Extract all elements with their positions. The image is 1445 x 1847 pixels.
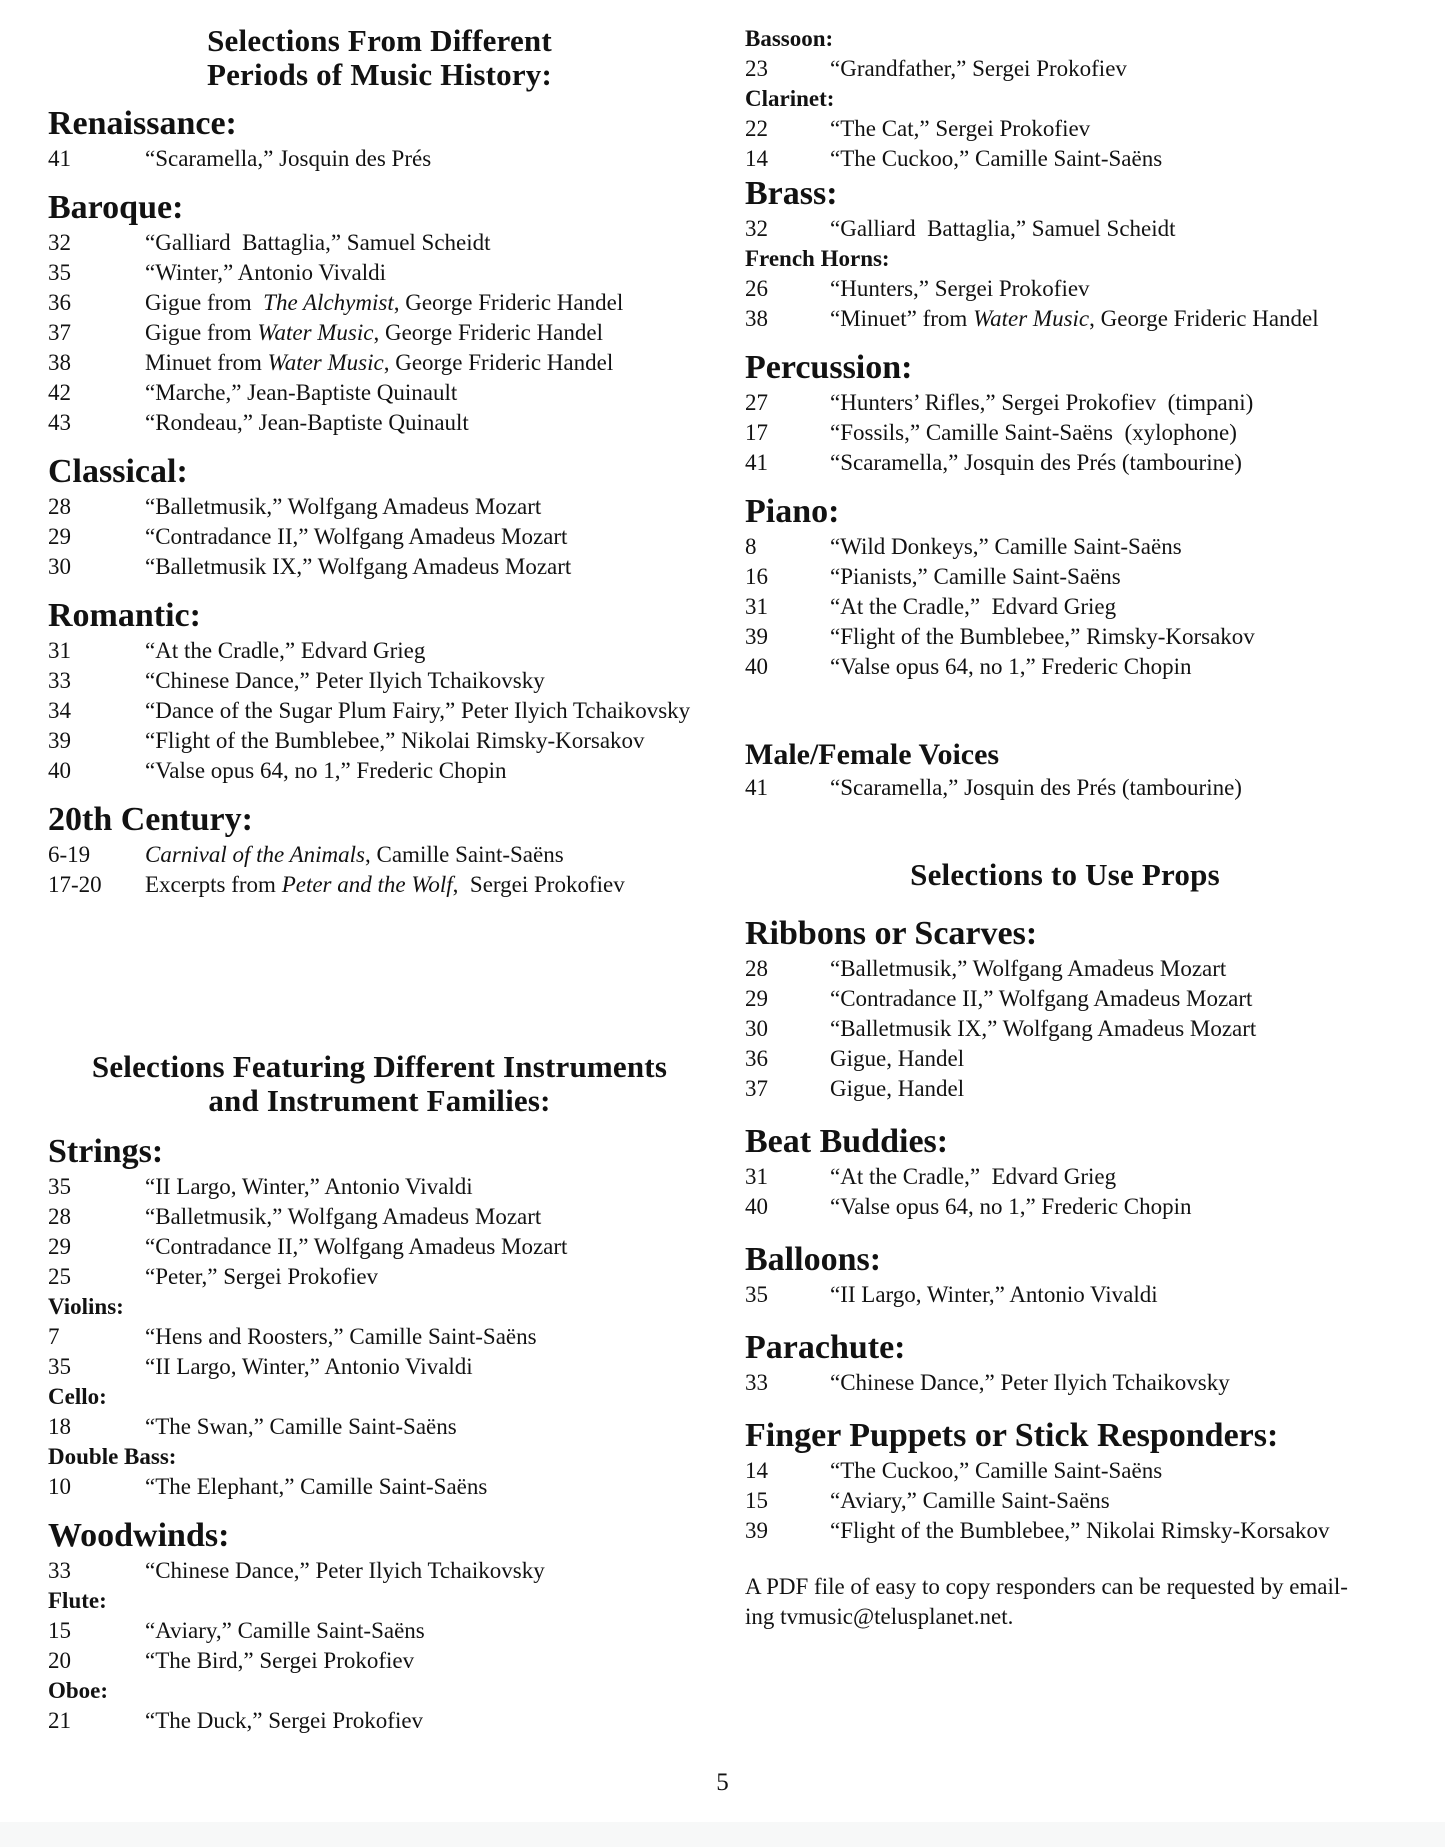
entry-title <box>145 1616 425 1646</box>
entry-title <box>830 773 1242 803</box>
entry-title <box>145 840 564 870</box>
entry-row <box>745 984 1385 1014</box>
spacer <box>48 582 711 596</box>
entry-title <box>830 1516 1330 1546</box>
entry-row <box>745 448 1385 478</box>
entry-row <box>745 592 1385 622</box>
entry-row <box>745 1486 1385 1516</box>
entry-title-segment: “Dance of the Sugar Plum Fairy,” Peter Ilyich Tchaikovsky <box>145 698 691 723</box>
entry-title <box>830 1044 964 1074</box>
entry-number: 36 <box>48 290 71 315</box>
entry-row <box>745 773 1385 803</box>
entry-row <box>48 1202 711 1232</box>
title-line: and Instrument Families: <box>208 1083 551 1118</box>
entry-title-segment: “Hunters,” Sergei Prokofiev <box>830 276 1090 301</box>
entry-row <box>48 666 711 696</box>
entry-title <box>145 1262 378 1292</box>
entry-title-segment: “Winter,” Antonio Vivaldi <box>145 260 386 285</box>
entry-row <box>745 114 1385 144</box>
subsection-heading: Flute: <box>48 1588 107 1613</box>
entry-title-segment: “Wild Donkeys,” Camille Saint-Saëns <box>830 534 1182 559</box>
entry-number: 30 <box>745 1016 768 1041</box>
entry-number: 35 <box>48 260 71 285</box>
entry-title <box>145 348 613 378</box>
entry-number: 35 <box>745 1282 768 1307</box>
entry-row <box>745 1044 1385 1074</box>
entry-number: 8 <box>745 534 757 559</box>
entry-title-segment: “The Cuckoo,” Camille Saint-Saëns <box>830 1458 1163 1483</box>
entry-number: 17-20 <box>48 872 102 897</box>
section-heading: Beat Buddies: <box>745 1123 949 1160</box>
spacer <box>48 1502 711 1516</box>
entry-title <box>830 652 1192 682</box>
entry-row <box>745 144 1385 174</box>
entry-row <box>48 318 711 348</box>
entry-number: 21 <box>48 1708 71 1733</box>
entry-title-segment: “Valse opus 64, no 1,” Frederic Chopin <box>830 1194 1192 1219</box>
entry-title <box>830 54 1127 84</box>
entry-row <box>48 726 711 756</box>
section-heading: Strings: <box>48 1133 164 1170</box>
entry-number: 28 <box>48 494 71 519</box>
entry-title-segment: “Balletmusik,” Wolfgang Amadeus Mozart <box>145 1204 542 1229</box>
entry-number: 35 <box>48 1354 71 1379</box>
entry-title <box>145 408 469 438</box>
entry-title-segment: The Alchymist <box>263 290 394 315</box>
title-line: Selections Featuring Different Instruments <box>91 1049 668 1084</box>
entry-title-segment: “Contradance II,” Wolfgang Amadeus Mozart <box>145 1234 568 1259</box>
entry-number: 37 <box>745 1076 768 1101</box>
spacer <box>745 1222 1385 1240</box>
spacer <box>745 334 1385 348</box>
entry-title-segment: “Flight of the Bumblebee,” Nikolai Rimsky-Korsakov <box>830 1518 1330 1543</box>
entry-number: 28 <box>48 1204 71 1229</box>
spacer <box>745 682 1385 737</box>
entry-row <box>48 348 711 378</box>
subsection-heading: Bassoon: <box>745 26 834 51</box>
entry-title-segment: “Hunters’ Rifles,” Sergei Prokofiev (timpani) <box>830 390 1254 415</box>
entry-number: 34 <box>48 698 71 723</box>
entry-number: 39 <box>745 1518 768 1543</box>
entry-title <box>830 304 1319 334</box>
entry-number: 10 <box>48 1474 71 1499</box>
entry-number: 23 <box>745 56 768 81</box>
entry-row <box>48 840 711 870</box>
entry-title <box>830 1486 1110 1516</box>
entry-title-segment: “II Largo, Winter,” Antonio Vivaldi <box>145 1174 473 1199</box>
section-heading: Baroque: <box>48 189 184 226</box>
entry-title <box>145 1556 545 1586</box>
left-column <box>48 24 711 1736</box>
entry-number: 41 <box>48 146 71 171</box>
entry-number: 40 <box>48 758 71 783</box>
entry-row <box>48 144 711 174</box>
entry-title <box>145 318 603 348</box>
entry-title <box>145 756 507 786</box>
entry-title <box>145 1412 457 1442</box>
spacer <box>48 1118 711 1132</box>
entry-row <box>745 532 1385 562</box>
spacer <box>745 478 1385 492</box>
entry-number: 30 <box>48 554 71 579</box>
entry-row <box>48 1646 711 1676</box>
section-heading: Percussion: <box>745 349 913 386</box>
section-heading: Romantic: <box>48 597 201 634</box>
entry-title-segment: “Contradance II,” Wolfgang Amadeus Mozart <box>145 524 568 549</box>
entry-row <box>745 214 1385 244</box>
entry-number: 31 <box>745 594 768 619</box>
entry-number: 29 <box>48 524 71 549</box>
entry-title-segment: “Grandfather,” Sergei Prokofiev <box>830 56 1127 81</box>
entry-title-segment: “Galliard Battaglia,” Samuel Scheidt <box>830 216 1176 241</box>
column-title <box>48 1050 711 1118</box>
spacer <box>745 1398 1385 1416</box>
subsection-heading: Cello: <box>48 1384 107 1409</box>
entry-title <box>830 448 1242 478</box>
entry-title-segment: “Aviary,” Camille Saint-Saëns <box>830 1488 1110 1513</box>
entry-title <box>145 228 491 258</box>
entry-title-segment: “At the Cradle,” Edvard Grieg <box>830 594 1117 619</box>
spacer <box>745 803 1385 858</box>
entry-row <box>48 1172 711 1202</box>
entry-title <box>145 258 386 288</box>
entry-title-segment: “Scaramella,” Josquin des Prés (tambourine) <box>830 450 1242 475</box>
page-number: 5 <box>716 1769 729 1796</box>
section-heading: Woodwinds: <box>48 1517 230 1554</box>
entry-row <box>745 1014 1385 1044</box>
entry-number: 36 <box>745 1046 768 1071</box>
entry-row <box>48 636 711 666</box>
entry-title <box>145 1172 473 1202</box>
entry-title <box>830 532 1182 562</box>
entry-number: 31 <box>745 1164 768 1189</box>
entry-title-segment: Minuet from <box>145 350 268 375</box>
entry-row <box>48 1706 711 1736</box>
entry-title-segment: “The Duck,” Sergei Prokofiev <box>145 1708 424 1733</box>
entry-title-segment: Gigue, Handel <box>830 1046 965 1071</box>
entry-title-segment: “II Largo, Winter,” Antonio Vivaldi <box>830 1282 1158 1307</box>
entry-title-segment: , George Frideric Handel <box>393 290 624 315</box>
entry-title-segment: , Camille Saint-Saëns <box>365 842 564 867</box>
entry-title <box>830 954 1226 984</box>
entry-title <box>145 1472 487 1502</box>
entry-number: 6-19 <box>48 842 91 867</box>
section-heading: Classical: <box>48 453 188 490</box>
entry-title <box>830 1162 1116 1192</box>
entry-title-segment: “The Bird,” Sergei Prokofiev <box>145 1648 415 1673</box>
entry-number: 14 <box>745 1458 768 1483</box>
entry-row <box>48 870 711 900</box>
entry-title-segment: “At the Cradle,” Edvard Grieg <box>830 1164 1117 1189</box>
entry-row <box>745 562 1385 592</box>
entry-title <box>830 1014 1256 1044</box>
entry-title-segment: Water Music <box>267 350 384 375</box>
footer-strip <box>0 1822 1445 1847</box>
entry-title <box>830 562 1121 592</box>
entry-number: 7 <box>48 1324 60 1349</box>
entry-title <box>830 1280 1158 1310</box>
entry-title-segment: “Peter,” Sergei Prokofiev <box>145 1264 379 1289</box>
entry-title <box>145 1646 414 1676</box>
entry-title-segment: Water Music <box>973 306 1090 331</box>
note-line: ing tvmusic@telusplanet.net. <box>745 1604 1014 1629</box>
entry-title-segment: “II Largo, Winter,” Antonio Vivaldi <box>145 1354 473 1379</box>
entry-number: 14 <box>745 146 768 171</box>
entry-row <box>48 1232 711 1262</box>
entry-title <box>830 418 1237 448</box>
entry-row <box>745 1456 1385 1486</box>
entry-title-segment: “Balletmusik IX,” Wolfgang Amadeus Mozart <box>830 1016 1257 1041</box>
entry-title-segment: , George Frideric Handel <box>373 320 603 345</box>
section-heading: 20th Century: <box>48 801 253 838</box>
entry-title-segment: “Flight of the Bumblebee,” Rimsky-Korsakov <box>830 624 1255 649</box>
entry-title <box>830 274 1090 304</box>
spacer <box>48 900 711 1050</box>
spacer <box>48 438 711 452</box>
entry-title <box>830 144 1162 174</box>
entry-title-segment: “The Cuckoo,” Camille Saint-Saëns <box>830 146 1163 171</box>
entry-number: 32 <box>745 216 768 241</box>
spacer <box>48 92 711 104</box>
entry-row <box>48 756 711 786</box>
entry-number: 33 <box>48 668 71 693</box>
entry-row <box>745 274 1385 304</box>
subsection-heading: Clarinet: <box>745 86 835 111</box>
entry-title <box>145 552 571 582</box>
section-heading: Piano: <box>745 493 840 530</box>
section-heading: Finger Puppets or Stick Responders: <box>745 1417 1279 1454</box>
entry-title-segment: “At the Cradle,” Edvard Grieg <box>145 638 426 663</box>
entry-title-segment: “Fossils,” Camille Saint-Saëns (xylophone) <box>830 420 1237 445</box>
entry-number: 15 <box>48 1618 71 1643</box>
entry-title <box>145 378 457 408</box>
entry-row <box>48 1556 711 1586</box>
column-title <box>48 24 711 92</box>
entry-title <box>145 1322 537 1352</box>
entry-title-segment: “Hens and Roosters,” Camille Saint-Saëns <box>145 1324 537 1349</box>
entry-number: 33 <box>745 1370 768 1395</box>
entry-title-segment: “Pianists,” Camille Saint-Saëns <box>830 564 1121 589</box>
entry-title-segment: , George Frideric Handel <box>1089 306 1319 331</box>
title-line: Periods of Music History: <box>206 57 553 92</box>
entry-number: 38 <box>745 306 768 331</box>
spacer <box>745 1546 1385 1572</box>
title-line: Selections From Different <box>207 23 552 58</box>
entry-title <box>145 144 431 174</box>
entry-number: 31 <box>48 638 71 663</box>
entry-title <box>145 522 567 552</box>
entry-number: 42 <box>48 380 71 405</box>
entry-row <box>48 378 711 408</box>
entry-number: 28 <box>745 956 768 981</box>
entry-row <box>745 1162 1385 1192</box>
entry-title-segment: , Sergei Prokofiev <box>452 872 625 897</box>
entry-title <box>145 1352 473 1382</box>
entry-number: 18 <box>48 1414 71 1439</box>
entry-row <box>745 622 1385 652</box>
entry-title-segment: , George Frideric Handel <box>383 350 614 375</box>
entry-row <box>745 54 1385 84</box>
spacer <box>48 174 711 188</box>
entry-title <box>145 696 690 726</box>
entry-title-segment: “Aviary,” Camille Saint-Saëns <box>145 1618 425 1643</box>
section-heading: Renaissance: <box>48 105 237 142</box>
entry-title-segment: “Valse opus 64, no 1,” Frederic Chopin <box>145 758 507 783</box>
spacer <box>745 1104 1385 1122</box>
entry-title-segment: “Chinese Dance,” Peter Ilyich Tchaikovsky <box>145 1558 545 1583</box>
entry-title-segment: Gigue from <box>145 290 264 315</box>
subsection-heading: Oboe: <box>48 1678 109 1703</box>
entry-row <box>48 522 711 552</box>
entry-title-segment: Excerpts from <box>145 872 282 897</box>
entry-number: 26 <box>745 276 768 301</box>
entry-number: 35 <box>48 1174 71 1199</box>
entry-number: 20 <box>48 1648 71 1673</box>
entry-row <box>745 1280 1385 1310</box>
entry-title-segment: “Balletmusik,” Wolfgang Amadeus Mozart <box>145 494 542 519</box>
entry-title-segment: “The Swan,” Camille Saint-Saëns <box>145 1414 457 1439</box>
entry-title <box>830 1074 964 1104</box>
entry-row <box>48 1412 711 1442</box>
entry-title-segment: Water Music <box>257 320 374 345</box>
entry-number: 25 <box>48 1264 71 1289</box>
title-line: Selections to Use Props <box>910 857 1220 892</box>
entry-row <box>745 652 1385 682</box>
entry-row <box>745 1192 1385 1222</box>
entry-title <box>830 1456 1162 1486</box>
entry-row <box>745 954 1385 984</box>
entry-number: 43 <box>48 410 71 435</box>
entry-row <box>48 1472 711 1502</box>
entry-title-segment: “Scaramella,” Josquin des Prés <box>145 146 432 171</box>
section-heading: Brass: <box>745 175 838 212</box>
note-paragraph <box>745 1572 1385 1632</box>
entry-number: 39 <box>745 624 768 649</box>
section-heading: Parachute: <box>745 1329 906 1366</box>
entry-title <box>830 388 1253 418</box>
spacer <box>745 1310 1385 1328</box>
entry-row <box>48 258 711 288</box>
entry-number: 15 <box>745 1488 768 1513</box>
entry-number: 33 <box>48 1558 71 1583</box>
entry-title <box>145 870 625 900</box>
entry-row <box>48 552 711 582</box>
entry-row <box>745 418 1385 448</box>
entry-row <box>745 1074 1385 1104</box>
entry-row <box>48 408 711 438</box>
entry-row <box>745 304 1385 334</box>
subsection-heading: Violins: <box>48 1294 124 1319</box>
entry-title <box>145 1706 423 1736</box>
entry-title-segment: “Scaramella,” Josquin des Prés (tambourine) <box>830 775 1242 800</box>
entry-title <box>830 1192 1192 1222</box>
entry-title-segment: Peter and the Wolf <box>281 872 453 897</box>
entry-number: 17 <box>745 420 768 445</box>
entry-title <box>145 726 645 756</box>
entry-title-segment: “Balletmusik IX,” Wolfgang Amadeus Mozart <box>145 554 572 579</box>
entry-title <box>145 1232 567 1262</box>
entry-number: 27 <box>745 390 768 415</box>
entry-row <box>48 1616 711 1646</box>
entry-title <box>145 666 545 696</box>
entry-title <box>145 636 425 666</box>
entry-number: 39 <box>48 728 71 753</box>
entry-title-segment: “Contradance II,” Wolfgang Amadeus Mozart <box>830 986 1253 1011</box>
entry-row <box>48 492 711 522</box>
entry-title-segment: “Galliard Battaglia,” Samuel Scheidt <box>145 230 491 255</box>
section-heading: Ribbons or Scarves: <box>745 915 1038 952</box>
entry-title <box>830 1368 1230 1398</box>
spacer <box>745 892 1385 914</box>
entry-row <box>745 1516 1385 1546</box>
entry-number: 40 <box>745 654 768 679</box>
entry-title-segment: “Valse opus 64, no 1,” Frederic Chopin <box>830 654 1192 679</box>
entry-title <box>830 984 1252 1014</box>
note-line: A PDF file of easy to copy responders can be requested by email- <box>745 1574 1348 1599</box>
entry-title <box>145 288 623 318</box>
subsection-heading: French Horns: <box>745 246 890 271</box>
entry-title <box>830 114 1090 144</box>
entry-title <box>145 492 541 522</box>
section-heading: Balloons: <box>745 1241 882 1278</box>
entry-number: 16 <box>745 564 768 589</box>
entry-number: 38 <box>48 350 71 375</box>
entry-number: 41 <box>745 450 768 475</box>
entry-title-segment: Gigue, Handel <box>830 1076 965 1101</box>
entry-title <box>830 592 1116 622</box>
entry-title-segment: “Chinese Dance,” Peter Ilyich Tchaikovsky <box>830 1370 1230 1395</box>
entry-row <box>48 1262 711 1292</box>
entry-title-segment: “Minuet” from <box>830 306 974 331</box>
entry-number: 41 <box>745 775 768 800</box>
entry-title-segment: Carnival of the Animals <box>145 842 365 867</box>
entry-title <box>830 214 1176 244</box>
entry-number: 40 <box>745 1194 768 1219</box>
entry-row <box>48 288 711 318</box>
entry-title-segment: “Marche,” Jean-Baptiste Quinault <box>145 380 458 405</box>
entry-row <box>745 1368 1385 1398</box>
entry-number: 22 <box>745 116 768 141</box>
entry-title-segment: “The Cat,” Sergei Prokofiev <box>830 116 1091 141</box>
entry-number: 32 <box>48 230 71 255</box>
entry-row <box>48 696 711 726</box>
entry-title-segment: “Flight of the Bumblebee,” Nikolai Rimsky-Korsakov <box>145 728 645 753</box>
column-title <box>745 858 1385 892</box>
entry-title-segment: “Chinese Dance,” Peter Ilyich Tchaikovsky <box>145 668 545 693</box>
entry-title-segment: “Rondeau,” Jean-Baptiste Quinault <box>145 410 469 435</box>
entry-title <box>830 622 1255 652</box>
entry-number: 29 <box>745 986 768 1011</box>
entry-row <box>48 1322 711 1352</box>
right-column <box>745 24 1385 1632</box>
entry-title-segment: “Balletmusik,” Wolfgang Amadeus Mozart <box>830 956 1227 981</box>
entry-number: 37 <box>48 320 71 345</box>
spacer <box>48 786 711 800</box>
entry-title <box>145 1202 541 1232</box>
entry-number: 29 <box>48 1234 71 1259</box>
entry-row <box>48 1352 711 1382</box>
entry-title-segment: “The Elephant,” Camille Saint-Saëns <box>145 1474 488 1499</box>
entry-title-segment: Gigue from <box>145 320 258 345</box>
section-heading: Male/Female Voices <box>745 738 1000 771</box>
subsection-heading: Double Bass: <box>48 1444 177 1469</box>
entry-row <box>745 388 1385 418</box>
entry-row <box>48 228 711 258</box>
